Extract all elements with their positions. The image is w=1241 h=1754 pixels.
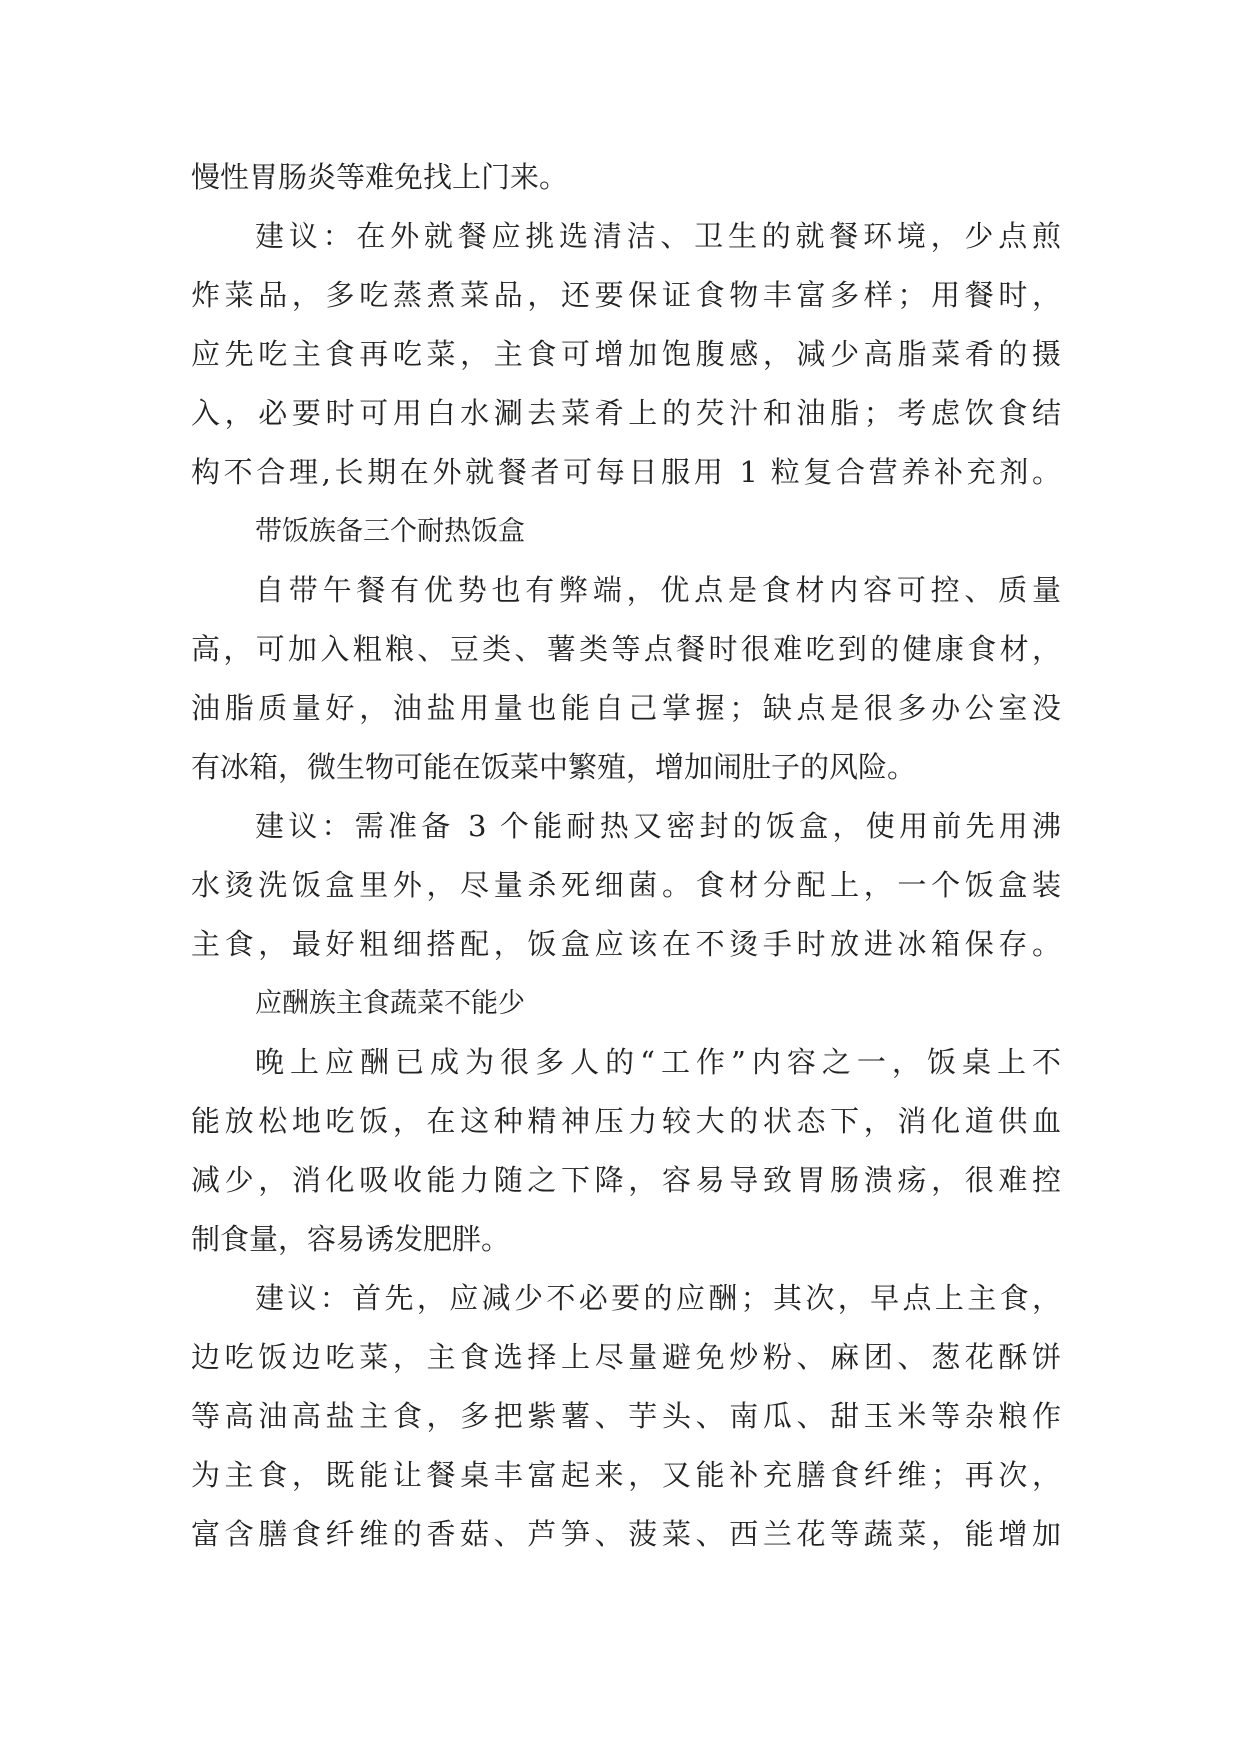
section-heading: 应酬族主食蔬菜不能少 xyxy=(255,988,525,1019)
text-line: 主食，最好粗细搭配，饭盒应该在不烫手时放进冰箱保存。 xyxy=(191,927,1061,961)
text-line: 高，可加入粗粮、豆类、薯类等点餐时很难吃到的健康食材， xyxy=(191,632,1061,666)
paragraph-start-line: 建议：首先，应减少不必要的应酬；其次，早点上主食， xyxy=(255,1281,1061,1315)
text-line: 水烫洗饭盒里外，尽量杀死细菌。食材分配上，一个饭盒装 xyxy=(191,868,1061,902)
text-line: 构不合理,长期在外就餐者可每日服用 1 粒复合营养补充剂。 xyxy=(191,455,1061,489)
document-body xyxy=(191,148,1061,1564)
text-line: 制食量，容易诱发肥胖。 xyxy=(191,1222,511,1256)
text-line: 减少，消化吸收能力随之下降，容易导致胃肠溃疡，很难控 xyxy=(191,1163,1061,1197)
text-line: 炸菜品，多吃蒸煮菜品，还要保证食物丰富多样；用餐时， xyxy=(191,278,1061,312)
text-line: 入，必要时可用白水涮去菜肴上的芡汁和油脂；考虑饮食结 xyxy=(191,396,1061,430)
text-line: 边吃饭边吃菜，主食选择上尽量避免炒粉、麻团、葱花酥饼 xyxy=(191,1340,1061,1374)
text-line: 等高油高盐主食，多把紫薯、芋头、南瓜、甜玉米等杂粮作 xyxy=(191,1399,1061,1433)
paragraph-start-line: 建议：在外就餐应挑选清洁、卫生的就餐环境，少点煎 xyxy=(255,219,1061,253)
paragraph-start-line: 建议：需准备 3 个能耐热又密封的饭盒，使用前先用沸 xyxy=(255,809,1061,843)
text-line: 慢性胃肠炎等难免找上门来。 xyxy=(191,160,569,194)
text-line: 能放松地吃饭，在这种精神压力较大的状态下，消化道供血 xyxy=(191,1104,1061,1138)
text-line: 为主食，既能让餐桌丰富起来，又能补充膳食纤维；再次， xyxy=(191,1458,1061,1492)
text-line: 油脂质量好，油盐用量也能自己掌握；缺点是很多办公室没 xyxy=(191,691,1061,725)
text-line: 富含膳食纤维的香菇、芦笋、菠菜、西兰花等蔬菜，能增加 xyxy=(191,1517,1061,1551)
section-heading: 带饭族备三个耐热饭盒 xyxy=(255,516,525,547)
text-line: 应先吃主食再吃菜，主食可增加饱腹感，减少高脂菜肴的摄 xyxy=(191,337,1061,371)
paragraph-start-line: 自带午餐有优势也有弊端，优点是食材内容可控、质量 xyxy=(255,573,1061,607)
paragraph-start-line: 晚上应酬已成为很多人的“工作”内容之一，饭桌上不 xyxy=(255,1045,1061,1079)
text-line: 有冰箱，微生物可能在饭菜中繁殖，增加闹肚子的风险。 xyxy=(191,750,917,784)
